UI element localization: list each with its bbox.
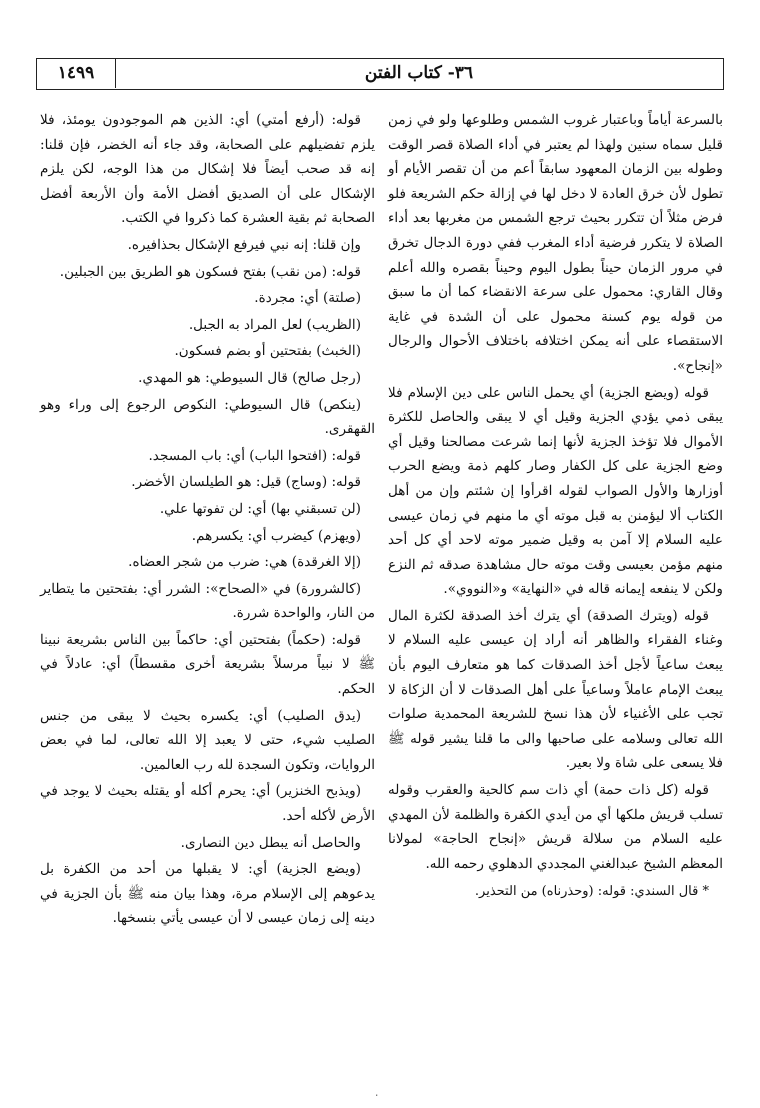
left-paragraph: قوله: (وساج) قيل: هو الطيلسان الأخضر. [131, 474, 361, 491]
right-paragraph: قوله (ويترك الصدقة) أي يترك أخذ الصدقة لكثرة المال وغناء الفقراء والظاهر أنه أراد إن عيسى عليه السلام لا يبعث ساعياً لأجل أخذ الصدقات كما هو متعارف اليوم بأن يبعث الإمام عاملاً وساعياً على أهل الصدقات لا أن الزكاة لا تجب على الأغنياء لأن هذا نسخ للشريعة المحمدية صلوات الله تعالى وسلامه على صاحبها والى ما قلنا يشير قوله ﷺ فلا يسعى على شاة ولا بعير. [388, 607, 723, 772]
left-paragraph: (إلا الغرقدة) هي: ضرب من شجر العضاه. [128, 554, 361, 571]
left-paragraph: قوله: (حكماً) بفتحتين أي: حاكماً بين الناس بشريعة نبينا ﷺ لا نبياً مرسلاً بشريعة أخرى مقسطاً) أي: عادلاً في الحكم. [40, 631, 375, 698]
left-paragraph: قوله: (من نقب) بفتح فسكون هو الطريق بين الجبلين. [59, 263, 361, 280]
left-paragraph: (صلتة) أي: مجردة. [254, 290, 361, 307]
left-paragraph: (ويهزم) كيضرب أي: يكسرهم. [191, 527, 361, 544]
left-paragraph: قوله: (افتحوا الباب) أي: باب المسجد. [148, 447, 361, 464]
page-mark: ٠ [374, 1090, 380, 1101]
left-paragraph: (يدق الصليب) أي: يكسره بحيث لا يبقى من جنس الصليب شيء، حتى لا يعبد إلا الله تعالى، لما في بعض الروايات، وتكون السجدة لله رب العالمين. [40, 707, 375, 773]
footnote: * قال السندي: قوله: (وحذرناه) من التحذير. [474, 884, 709, 900]
left-paragraph: (ينكص) قال السيوطي: النكوص الرجوع إلى وراء وهو القهقرى. [40, 396, 375, 438]
left-paragraph: (رجل صالح) قال السيوطي: هو المهدي. [138, 369, 361, 386]
chapter-title: ٣٦- كتاب الفتن [364, 63, 474, 83]
right-paragraph: بالسرعة أياماً وباعتبار غروب الشمس وطلوعها ولو في زمن قليل سماه سنين ولهذا لم يعتبر في أداء الصلاة قصر الوقت وطوله بين الزمان المعهود سابقاً أعم من أن تقصر الأيام أو تطول لأن خرق العادة لا دخل لها في إزالة حكم الشريعة فلو فرض مثلاً أن تتكرر بحيث ترجع الشمس من مغربها بعد أداء الصلاة لا يتكرر فرضية أداء المغرب ففي دورة الدجال تخرق في مرور الزمان حيناً بطول اليوم وحيناً بقصره والله أعلم وقال القاري: محمول على سرعة الانقضاء كما أن ما سبق من قوله يوم كسنة محمول على أن الشدة في غاية الاستقصاء على أنه يمكن اختلافه باختلاف الأحوال والرجال «إنجاح». [388, 112, 723, 374]
left-paragraph: وإن قلنا: إنه نبي فيرفع الإشكال بحذافيره. [127, 236, 361, 253]
right-paragraph: قوله (ويضع الجزية) أي يحمل الناس على دين الإسلام فلا يبقى ذمي يؤدي الجزية وقيل أي لا يبقى والحاصل للكثرة الأموال فلا تؤخذ الجزية لأنها إنما شرعت مصالحنا وقيل أي وضع الجزية على كل الكفار وصار كلهم ذمة ويضع الحرب أوزارها والأول الصواب لقوله اقرأوا إن شئتم وإن من أهل الكتاب ألا ليؤمنن به قبل موته أي ما منهم في زمان عيسى عليه السلام إلا آمن به وقيل ضمير موته لاحد أي كل أحد منهم مؤمن بعيسى وقت موته حال مشاهدة صدقه ثم النزع ولكن لا ينفعه إيمانه قاله في «النهاية» و«النووي». [388, 384, 723, 598]
left-paragraph: (ويضع الجزية) أي: لا يقبلها من أحد من الكفرة بل يدعوهم إلى الإسلام مرة، وهذا بيان منه ﷺ بأن الجزية في دينه إلى زمان عيسى لا أن عيسى يأتي بنسخها. [40, 861, 375, 927]
left-paragraph: (لن تسبقني بها) أي: لن تفوتها علي. [159, 500, 361, 517]
running-header [36, 58, 724, 90]
left-paragraph: (الظريب) لعل المراد به الجبل. [188, 316, 361, 333]
left-paragraph: (كالشرورة) في «الصحاح»: الشرر أي: بفتحتين ما يتطاير من النار، والواحدة شررة. [40, 580, 375, 622]
left-paragraph: (الخبث) بفتحتين أو بضم فسكون. [174, 343, 361, 360]
left-column [40, 108, 375, 933]
right-column [388, 108, 723, 907]
page-number: ١٤٩٩ [37, 59, 116, 88]
left-paragraph: والحاصل أنه يبطل دين النصارى. [180, 834, 361, 851]
left-paragraph: (ويذبح الخنزير) أي: يحرم أكله أو يقتله بحيث لا يوجد في الأرض لأكله أحد. [40, 783, 375, 825]
right-paragraph: قوله (كل ذات حمة) أي ذات سم كالحية والعقرب وقوله تسلب قريش ملكها أي من أيدي الكفرة والظلمة لأن المهدي عليه السلام من سلالة قريش «إنجاح الحاجة» لمولانا المعظم الشيخ عبدالغني المجددي الدهلوي رحمه الله. [388, 782, 723, 872]
left-paragraph: قوله: (أرفع أمتي) أي: الذين هم الموجودون يومئذ، فلا يلزم تفضيلهم على الصحابة، وقد جاء أنه الخضر، فإن قلنا: إنه قد صحب أيضاً فلا إشكال من هذا الوجه، لكن يلزم الإشكال على أن الصديق أفضل الأمة وأن الأربعة أفضل الصحابة ثم بقية العشرة كما ذكروا في الكتب. [40, 112, 375, 227]
